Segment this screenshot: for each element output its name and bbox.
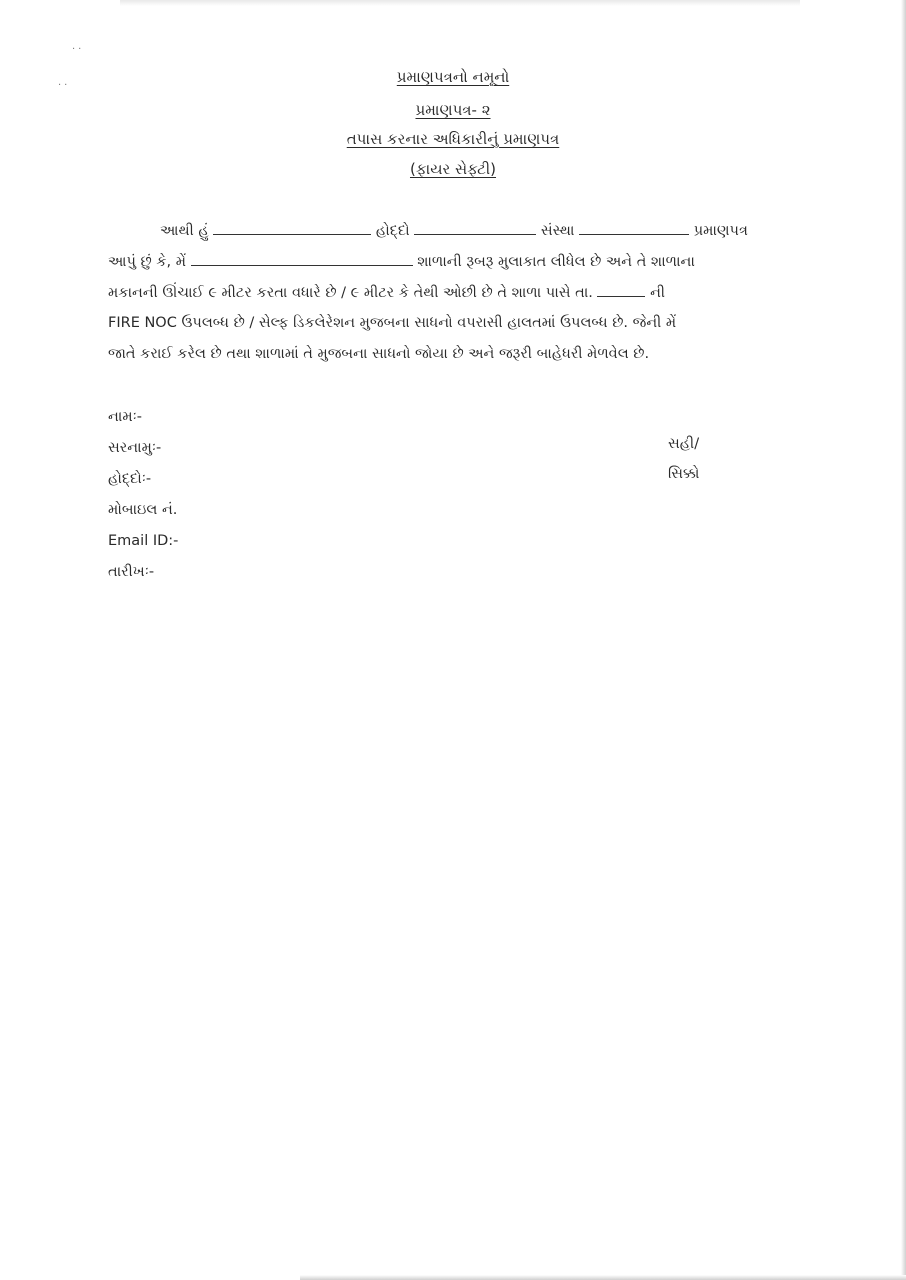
scan-edge-top — [120, 0, 800, 6]
body-text: આપું છું કે, મેં — [108, 254, 186, 270]
body-line-5: જાતે કરાઈ કરેલ છે તથા શાળામાં તે મુજબના સાધનો જોયા છે અને જરૂરી બાહેધરી મેળવેલ છે. — [108, 346, 650, 362]
blank-date-line — [597, 284, 645, 297]
scan-speck: ·· — [58, 80, 71, 91]
field-name-label: નામઃ- — [108, 409, 142, 425]
field-address-label: સરનામુઃ- — [108, 440, 162, 456]
field-date-label: તારીખઃ- — [108, 564, 155, 580]
field-email-label: Email ID:- — [108, 533, 179, 549]
body-line-1 — [160, 222, 748, 239]
scan-speck: ·· — [72, 44, 85, 55]
body-text: સંસ્થા — [540, 223, 575, 239]
body-text: પ્રમાણપત્ર — [693, 223, 748, 239]
scan-edge-right — [901, 0, 906, 1280]
body-text: હોદ્દો — [375, 223, 410, 239]
heading-fire-safety: (ફાયર સેફ્ટી) — [409, 160, 497, 178]
body-line-3 — [108, 284, 665, 301]
scan-edge-bottom — [300, 1275, 906, 1280]
blank-institution-line — [579, 222, 689, 235]
field-designation-label: હોદ્દોઃ- — [108, 471, 152, 487]
body-text: આથી હું — [160, 223, 209, 239]
heading-sample-certificate: પ્રમાણપત્રનો નમૂનો — [396, 68, 510, 86]
heading-certificate-number: પ્રમાણપત્ર- ૨ — [415, 101, 491, 119]
body-text: મકાનની ઊંચાઈ ૯ મીટર કરતા વધારે છે / ૯ મીટર કે તેથી ઓછી છે તે શાળા પાસે તા. — [108, 285, 593, 301]
body-line-4: FIRE NOC ઉપલબ્ધ છે / સેલ્ફ ડિકલેરેશન મુજબના સાધનો વપરાસી હાલતમાં ઉપલબ્ધ છે. જેની મેં — [108, 315, 677, 331]
heading-inspecting-officer-certificate: તપાસ કરનાર અધિકારીનું પ્રમાણપત્ર — [346, 130, 560, 148]
stamp-label: સિક્કો — [668, 466, 700, 482]
blank-designation-line — [414, 222, 536, 235]
blank-name-line — [213, 222, 371, 235]
body-text: ની — [650, 285, 666, 301]
body-line-2 — [108, 253, 695, 270]
blank-school-line — [191, 253, 413, 266]
signature-label: સહી/ — [668, 436, 700, 452]
body-text: શાળાની રૂબરૂ મુલાકાત લીધેલ છે અને તે શાળાના — [417, 254, 695, 270]
field-mobile-label: મોબાઇલ નં. — [108, 502, 178, 518]
